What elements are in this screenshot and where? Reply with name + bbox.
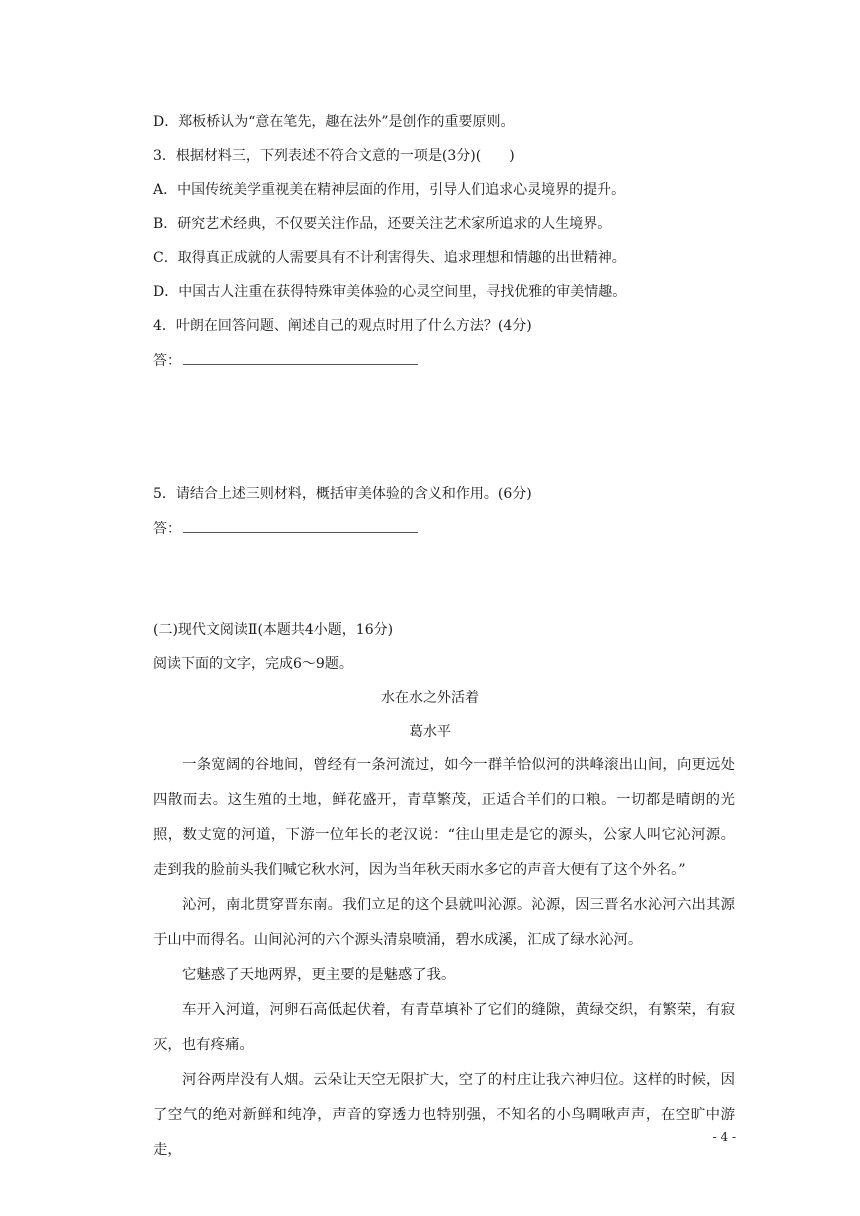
instruction: 阅读下面的文字，完成6～9题。 (153, 656, 353, 672)
question-3: 3．根据材料三，下列表述不符合文意的一项是(3分)( ) (153, 148, 515, 164)
paragraph: 一条宽阔的谷地间，曾经有一条河流过，如今一群羊恰似河的洪峰滚出山间，向更远处四散而去。这生殖的土地，鲜花盛开，青草繁茂，正适合羊们的口粮。一切都是晴朗的光照，数丈宽的河道，下游一位年长的老汉说：“往山里走是它的源头，公家人叫它沁河源。走到我的脸前头我们喊它秋水河，因为当年秋天雨水多它的声音大便有了这个外名。” (153, 757, 735, 878)
page-number: - 4 - (712, 1130, 736, 1144)
answer-row-5 (153, 518, 418, 539)
q3-option-b: B．研究艺术经典，不仅要关注作品，还要关注艺术家所追求的人生境界。 (153, 216, 612, 232)
question-4: 4．叶朗在回答问题、阐述自己的观点时用了什么方法？(4分) (153, 318, 532, 334)
paragraph: 沁河，南北贯穿晋东南。我们立足的这个县就叫沁源。沁源，因三晋名水沁河六出其源于山中而得名。山间沁河的六个源头清泉喷涌，碧水成溪，汇成了绿水沁河。 (153, 897, 735, 948)
article-title: 水在水之外活着 (381, 690, 479, 706)
answer-blank-4[interactable] (183, 350, 418, 365)
section-heading: (二)现代文阅读Ⅱ(本题共4小题，16分) (153, 622, 394, 638)
answer-blank-5[interactable] (183, 518, 418, 533)
q3-option-c: C．取得真正成就的人需要具有不计利害得失、追求理想和情趣的出世精神。 (153, 250, 626, 266)
answer-label: 答： (153, 353, 181, 369)
q3-option-a: A．中国传统美学重视美在精神层面的作用，引导人们追求心灵境界的提升。 (153, 182, 626, 198)
q3-option-d: D．中国古人注重在获得特殊审美体验的心灵空间里，寻找优雅的审美情趣。 (153, 284, 627, 300)
paragraph: 车开入河道，河卵石高低起伏着，有青草填补了它们的缝隙，黄绿交织，有繁荣，有寂灭，也有疼痛。 (153, 1002, 735, 1053)
paragraph: 河谷两岸没有人烟。云朵让天空无限扩大，空了的村庄让我六神归位。这样的时候，因了空气的绝对新鲜和纯净，声音的穿透力也特别强，不知名的小鸟啁啾声声，在空旷中游走， (153, 1072, 735, 1158)
article-author: 葛水平 (409, 724, 451, 740)
paragraph: 它魅惑了天地两界，更主要的是魅惑了我。 (182, 967, 456, 983)
question-5: 5．请结合上述三则材料，概括审美体验的含义和作用。(6分) (153, 486, 532, 502)
q2-option-d: D．郑板桥认为“意在笔先，趣在法外”是创作的重要原则。 (153, 114, 515, 130)
answer-label: 答： (153, 521, 181, 537)
answer-row-4 (153, 350, 418, 371)
